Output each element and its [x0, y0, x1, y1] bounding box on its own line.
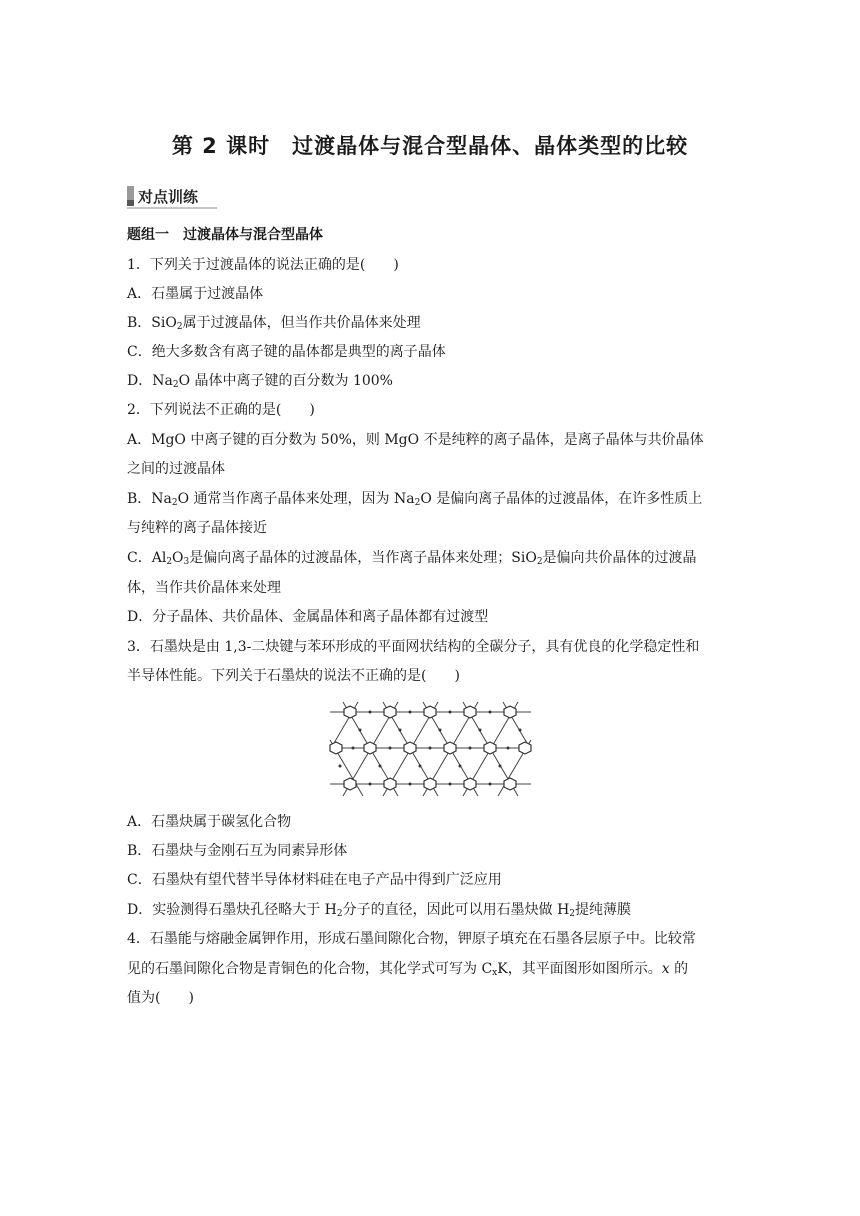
q4-line2: 见的石墨间隙化合物是青铜色的化合物，其化学式可写为 $C_xK$，其平面图形如图所示。x 的 — [127, 961, 689, 978]
q2-stem: 2．下列说法不正确的是( ) — [127, 402, 315, 418]
q1-option-a: A．石墨属于过渡晶体 — [127, 286, 264, 302]
q1-stem: 1．下列关于过渡晶体的说法正确的是( ) — [127, 257, 399, 273]
section-tag-label: 对点训练 — [138, 187, 199, 206]
q3-option-b: B．石墨炔与金刚石互为同素异形体 — [127, 843, 348, 859]
q3-option-a: A．石墨炔属于碳氢化合物 — [127, 814, 292, 830]
q3-option-c: C．石墨炔有望代替半导体材料硅在电子产品中得到广泛应用 — [127, 872, 502, 888]
q3-stem-line1: 3．石墨炔是由 1,3-二炔键与苯环形成的平面网状结构的全碳分子，具有优良的化学稳定性和 — [127, 639, 700, 655]
q4-line1: 4．石墨能与熔融金属钾作用，形成石墨间隙化合物，钾原子填充在石墨各层原子中。比较常 — [127, 931, 696, 947]
q2-option-d: D．分子晶体、共价晶体、金属晶体和离子晶体都有过渡型 — [127, 609, 489, 625]
q2-option-a-line1: A．MgO 中离子键的百分数为 50%，则 MgO 不是纯粹的离子晶体，是离子晶体与共价晶体 — [127, 432, 704, 448]
q4-line3: 值为( ) — [127, 990, 194, 1006]
q1-option-b: B．SiO$_2$属于过渡晶体，但当作共价晶体来处理 — [127, 315, 421, 332]
q3-stem-line2: 半导体性能。下列关于石墨炔的说法不正确的是( ) — [127, 668, 460, 684]
graphdiyne-structure-icon — [328, 700, 533, 798]
section-divider — [127, 207, 217, 209]
q3-option-d: D．实验测得石墨炔孔径略大于 $H_2$分子的直径，因此可以用石墨炔做 $H_2$提纯薄膜 — [127, 902, 632, 919]
q2-option-b-line1: B．$Na_2O$ 通常当作离子晶体来处理，因为 $Na_2O$ 是偏向离子晶体的过渡晶体，在许多性质上 — [127, 491, 703, 508]
group-heading: 题组一 过渡晶体与混合型晶体 — [127, 227, 323, 243]
q2-option-b-line2: 与纯粹的离子晶体接近 — [127, 520, 267, 536]
q1-option-c: C．绝大多数含有离子键的晶体都是典型的离子晶体 — [127, 344, 446, 360]
section-tag — [127, 184, 198, 208]
section-marker-icon — [127, 186, 134, 206]
q1-option-d: D．$Na_2O$ 晶体中离子键的百分数为 100% — [127, 373, 393, 390]
page-title: 第 2 课时 过渡晶体与混合型晶体、晶体类型的比较 — [171, 134, 689, 158]
q2-option-a-line2: 之间的过渡晶体 — [127, 461, 225, 477]
q2-option-c-line2: 体，当作共价晶体来处理 — [127, 580, 281, 596]
q2-option-c-line1: C．$Al_2O_3$是偏向离子晶体的过渡晶体，当作离子晶体来处理；SiO$_2$是偏向共价晶体的过渡晶 — [127, 550, 697, 567]
